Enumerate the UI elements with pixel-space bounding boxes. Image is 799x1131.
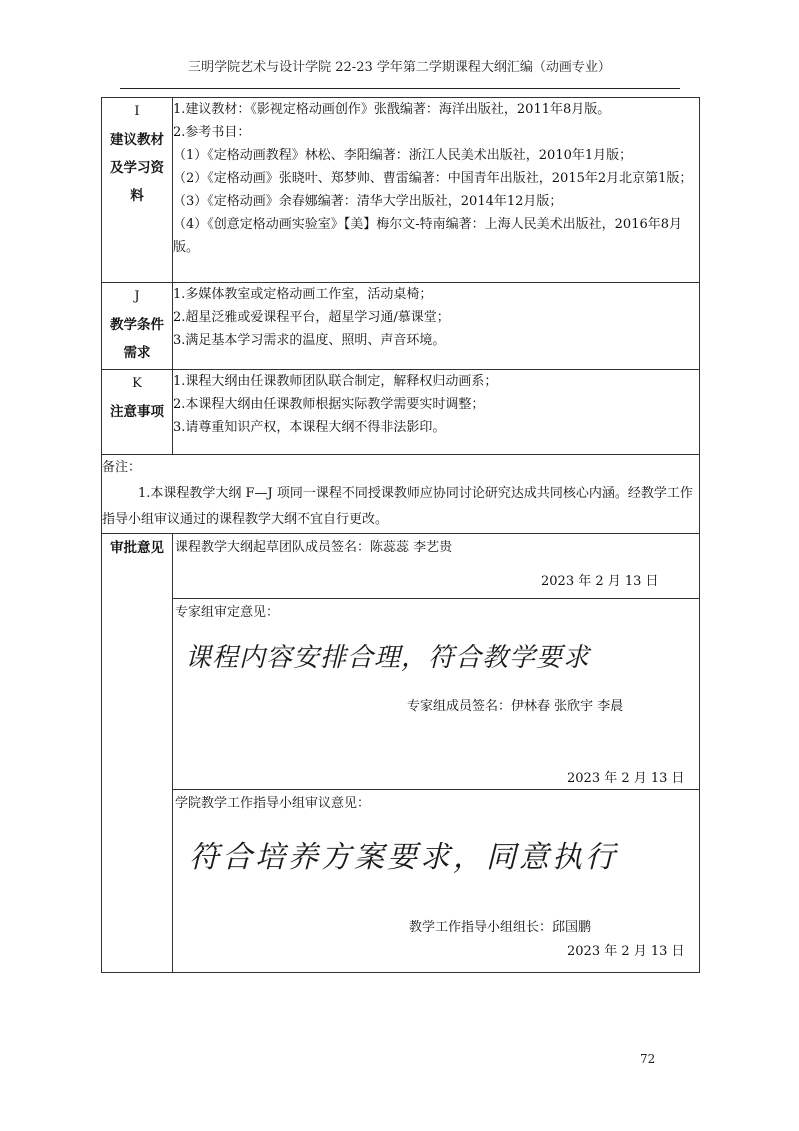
section-i-line: （2）《定格动画》张晓叶、郑梦帅、曹雷编著：中国青年出版社，2015年2月北京第1版； — [173, 171, 693, 186]
expert-review-date: 2023 年 2 月 13 日 — [567, 771, 685, 786]
notes-cell — [102, 455, 700, 534]
section-k-line: 3.请尊重知识产权，本课程大纲不得非法影印。 — [173, 420, 446, 435]
college-leader-signature: 教学工作指导小组组长：邱国鹏 — [409, 920, 592, 935]
header-rule — [120, 88, 680, 89]
section-i-row — [102, 98, 700, 283]
section-i-line: （3）《定格动画》余春娜编著：清华大学出版社，2014年12月版； — [173, 194, 563, 209]
expert-members-signature: 专家组成员签名：伊林春 张欣宇 李晨 — [407, 699, 624, 714]
section-i-letter: I — [134, 104, 140, 119]
expert-handwritten-opinion: 课程内容安排合理，符合教学要求 — [185, 643, 591, 673]
section-i-line: （1）《定格动画教程》林松、李阳编著：浙江人民美术出版社，2010年1月版； — [173, 148, 633, 163]
section-k-content — [173, 370, 700, 455]
page-number: 72 — [640, 1052, 656, 1066]
drafting-signature-text: 课程教学大纲起草团队成员签名：陈蕊蕊 李艺贵 — [175, 540, 453, 555]
drafting-date: 2023 年 2 月 13 日 — [541, 574, 659, 589]
section-k-label-line: 注意事项 — [110, 404, 164, 420]
notes-row — [102, 455, 700, 534]
section-i-line: 1.建议教材：《影视定格动画创作》张戬编著：海洋出版社，2011年8月版。 — [173, 102, 611, 117]
section-k-letter: K — [132, 376, 142, 391]
section-i-line: （4）《创意定格动画实验室》【美】梅尔文-特南编著：上海人民美术出版社，2016年8月版。 — [173, 217, 683, 255]
section-i-label-line: 料 — [130, 188, 144, 204]
section-i-line: 2.参考书目： — [173, 125, 251, 140]
section-k-line: 1.课程大纲由任课教师团队联合制定，解释权归动画系； — [173, 374, 498, 389]
drafting-signature-cell — [173, 534, 700, 599]
approval-label: 审批意见 — [102, 534, 173, 973]
section-k-row — [102, 370, 700, 455]
syllabus-table — [101, 97, 700, 973]
section-j-letter: J — [134, 289, 140, 304]
approval-row-drafting — [102, 534, 700, 599]
section-k-line: 2.本课程大纲由任课教师根据实际教学需要实时调整； — [173, 397, 485, 412]
page-header: 三明学院艺术与设计学院 22-23 学年第二学期课程大纲汇编（动画专业） — [188, 60, 611, 75]
section-j-line: 3.满足基本学习需求的温度、照明、声音环境。 — [173, 333, 446, 348]
expert-review-title: 专家组审定意见： — [175, 605, 280, 620]
section-j-line: 1.多媒体教室或定格动画工作室，活动桌椅； — [173, 287, 433, 302]
section-j-label-line: 教学条件 — [110, 317, 164, 333]
section-j-line: 2.超星泛雅或爱课程平台，超星学习通/慕课堂； — [173, 310, 450, 325]
college-review-date: 2023 年 2 月 13 日 — [567, 944, 685, 959]
section-k-label — [102, 370, 173, 455]
section-i-label-line: 建议教材 — [110, 132, 164, 148]
section-i-label-line: 及学习资 — [110, 160, 164, 176]
college-review-title: 学院教学工作指导小组审议意见： — [175, 796, 371, 811]
expert-review-cell — [173, 599, 700, 790]
section-j-label — [102, 283, 173, 370]
section-i-label — [102, 98, 173, 283]
college-handwritten-opinion: 符合培养方案要求，同意执行 — [189, 840, 618, 875]
approval-row-college — [102, 790, 700, 973]
section-j-content — [173, 283, 700, 370]
notes-text: 1.本课程教学大纲 F—J 项同一课程不同授课教师应协同讨论研究达成共同核心内涵。经教学工作指导小组审议通过的课程教学大纲不宜自行更改。 — [102, 486, 693, 527]
section-i-content — [173, 98, 700, 283]
college-review-cell — [173, 790, 700, 973]
approval-row-expert — [102, 599, 700, 790]
notes-title: 备注： — [102, 460, 142, 475]
section-j-label-line: 需求 — [123, 345, 151, 361]
section-j-row — [102, 283, 700, 370]
